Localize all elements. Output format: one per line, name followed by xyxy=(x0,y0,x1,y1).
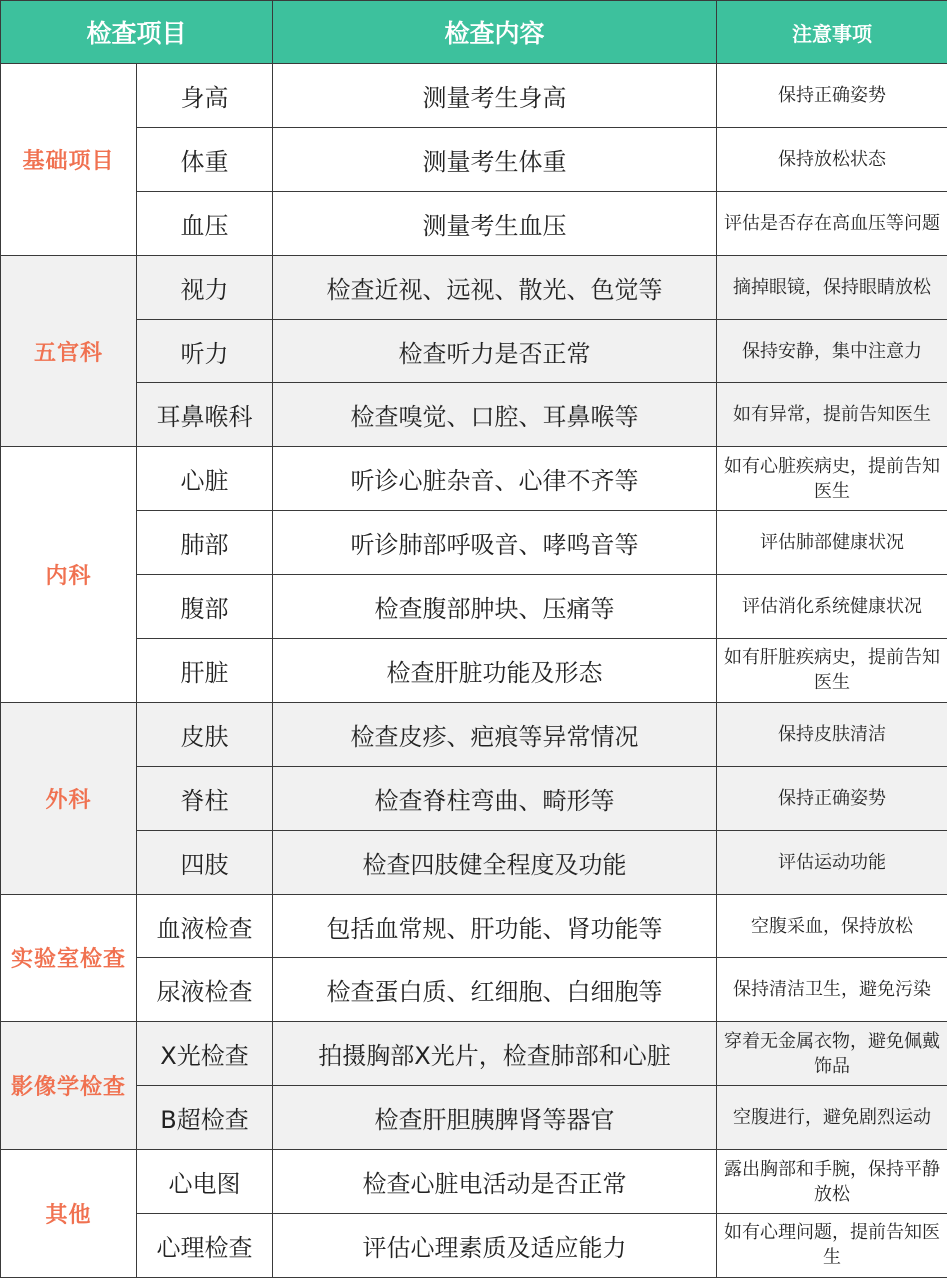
category-cell: 五官科 xyxy=(1,255,137,447)
item-cell: 体重 xyxy=(137,127,273,191)
item-cell: 血压 xyxy=(137,191,273,255)
table-row xyxy=(1,191,947,255)
table-row xyxy=(1,447,947,511)
header-row xyxy=(1,1,947,64)
note-cell: 保持皮肤清洁 xyxy=(717,702,947,766)
table-row xyxy=(1,1086,947,1150)
note-cell: 如有心脏疾病史，提前告知医生 xyxy=(717,447,947,511)
note-cell: 保持正确姿势 xyxy=(717,64,947,128)
content-cell: 检查脊柱弯曲、畸形等 xyxy=(273,766,717,830)
item-cell: B超检查 xyxy=(137,1086,273,1150)
content-cell: 检查腹部肿块、压痛等 xyxy=(273,575,717,639)
table-row xyxy=(1,639,947,703)
table-body xyxy=(1,64,947,1278)
table-row xyxy=(1,511,947,575)
table-row xyxy=(1,255,947,319)
item-cell: 心脏 xyxy=(137,447,273,511)
table-row xyxy=(1,319,947,383)
item-cell: 脊柱 xyxy=(137,766,273,830)
table-row xyxy=(1,1022,947,1086)
note-cell: 保持安静，集中注意力 xyxy=(717,319,947,383)
note-cell: 保持清洁卫生，避免污染 xyxy=(717,958,947,1022)
table-row xyxy=(1,383,947,447)
content-cell: 包括血常规、肝功能、肾功能等 xyxy=(273,894,717,958)
note-cell: 空腹采血，保持放松 xyxy=(717,894,947,958)
item-cell: 皮肤 xyxy=(137,702,273,766)
note-cell: 露出胸部和手腕，保持平静放松 xyxy=(717,1150,947,1214)
item-cell: 身高 xyxy=(137,64,273,128)
header-content: 检查内容 xyxy=(273,1,717,64)
header-note: 注意事项 xyxy=(717,1,947,64)
content-cell: 检查肝脏功能及形态 xyxy=(273,639,717,703)
content-cell: 检查皮疹、疤痕等异常情况 xyxy=(273,702,717,766)
note-cell: 评估消化系统健康状况 xyxy=(717,575,947,639)
table-row xyxy=(1,575,947,639)
note-cell: 保持正确姿势 xyxy=(717,766,947,830)
content-cell: 检查心脏电活动是否正常 xyxy=(273,1150,717,1214)
category-cell: 实验室检查 xyxy=(1,894,137,1022)
table-row xyxy=(1,1214,947,1278)
content-cell: 检查听力是否正常 xyxy=(273,319,717,383)
note-cell: 如有心理问题，提前告知医生 xyxy=(717,1214,947,1278)
content-cell: 检查四肢健全程度及功能 xyxy=(273,830,717,894)
content-cell: 听诊肺部呼吸音、哮鸣音等 xyxy=(273,511,717,575)
note-cell: 评估是否存在高血压等问题 xyxy=(717,191,947,255)
content-cell: 测量考生血压 xyxy=(273,191,717,255)
category-cell: 基础项目 xyxy=(1,64,137,256)
table-row xyxy=(1,958,947,1022)
item-cell: 听力 xyxy=(137,319,273,383)
item-cell: 血液检查 xyxy=(137,894,273,958)
item-cell: 视力 xyxy=(137,255,273,319)
note-cell: 如有肝脏疾病史，提前告知医生 xyxy=(717,639,947,703)
item-cell: 心理检查 xyxy=(137,1214,273,1278)
item-cell: 腹部 xyxy=(137,575,273,639)
table-row xyxy=(1,1150,947,1214)
note-cell: 评估肺部健康状况 xyxy=(717,511,947,575)
item-cell: 耳鼻喉科 xyxy=(137,383,273,447)
table-row xyxy=(1,830,947,894)
content-cell: 测量考生身高 xyxy=(273,64,717,128)
category-cell: 内科 xyxy=(1,447,137,703)
category-cell: 外科 xyxy=(1,702,137,894)
table-row xyxy=(1,766,947,830)
item-cell: 尿液检查 xyxy=(137,958,273,1022)
header-item: 检查项目 xyxy=(1,1,273,64)
note-cell: 如有异常，提前告知医生 xyxy=(717,383,947,447)
table-row xyxy=(1,127,947,191)
item-cell: 心电图 xyxy=(137,1150,273,1214)
item-cell: 肺部 xyxy=(137,511,273,575)
item-cell: 肝脏 xyxy=(137,639,273,703)
note-cell: 摘掉眼镜，保持眼睛放松 xyxy=(717,255,947,319)
item-cell: 四肢 xyxy=(137,830,273,894)
category-cell: 其他 xyxy=(1,1150,137,1278)
table-row xyxy=(1,702,947,766)
category-cell: 影像学检查 xyxy=(1,1022,137,1150)
content-cell: 拍摄胸部X光片，检查肺部和心脏 xyxy=(273,1022,717,1086)
table-row xyxy=(1,64,947,128)
content-cell: 检查近视、远视、散光、色觉等 xyxy=(273,255,717,319)
content-cell: 听诊心脏杂音、心律不齐等 xyxy=(273,447,717,511)
note-cell: 空腹进行，避免剧烈运动 xyxy=(717,1086,947,1150)
content-cell: 测量考生体重 xyxy=(273,127,717,191)
table-row xyxy=(1,894,947,958)
content-cell: 评估心理素质及适应能力 xyxy=(273,1214,717,1278)
content-cell: 检查肝胆胰脾肾等器官 xyxy=(273,1086,717,1150)
item-cell: X光检查 xyxy=(137,1022,273,1086)
content-cell: 检查蛋白质、红细胞、白细胞等 xyxy=(273,958,717,1022)
note-cell: 穿着无金属衣物，避免佩戴饰品 xyxy=(717,1022,947,1086)
content-cell: 检查嗅觉、口腔、耳鼻喉等 xyxy=(273,383,717,447)
note-cell: 评估运动功能 xyxy=(717,830,947,894)
note-cell: 保持放松状态 xyxy=(717,127,947,191)
